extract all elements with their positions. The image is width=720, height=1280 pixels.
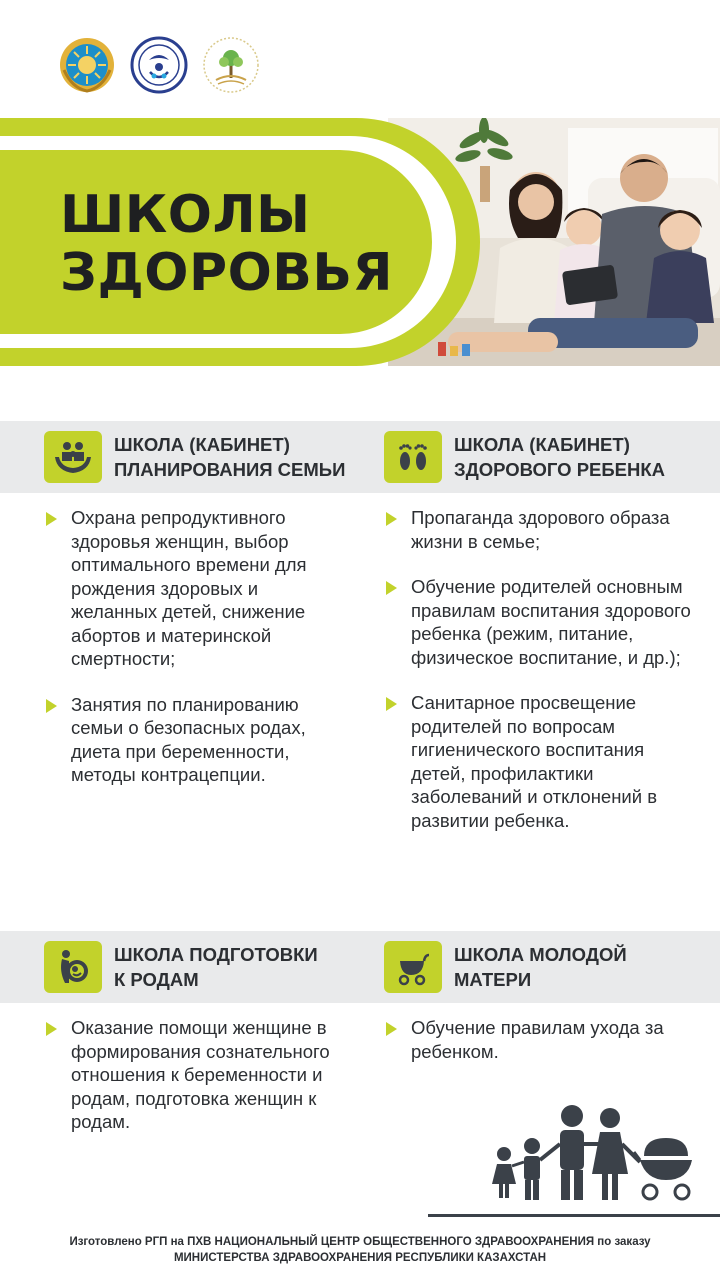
school-title [114,432,345,482]
school-title [454,432,665,482]
footer-divider [428,1214,720,1217]
bullet-arrow-icon [386,1022,397,1036]
bullet-arrow-icon [386,697,397,711]
list-item: Занятия по планированию семьи о безопасных родах, диета при беременности, методы контрацепции. [46,693,346,787]
bullet-arrow-icon [386,512,397,526]
school-title-line-1: ШКОЛА МОЛОДОЙ [454,944,627,965]
footer-line-2: МИНИСТЕРСТВА ЗДРАВООХРАНЕНИЯ РЕСПУБЛИКИ КАЗАХСТАН [173,1252,547,1264]
baby-stroller-icon [384,941,442,993]
school-healthy-child-list [386,506,696,854]
school-title-line-1: ШКОЛА (КАБИНЕТ) [454,434,630,455]
health-center-emblem-icon [130,36,188,94]
school-young-mother-header [384,941,627,993]
page-title [60,186,393,302]
school-title [114,942,318,992]
school-family-planning-header [44,431,345,483]
page-title-line-1: ШКОЛЫ [60,185,311,245]
list-item: Охрана репродуктивного здоровья женщин, выбор оптимального времени для рождения здоровых и желанных детей, снижение абортов и материнской смертности; [46,506,346,671]
school-title-line-1: ШКОЛА (КАБИНЕТ) [114,434,290,455]
kazakhstan-emblem-icon [58,36,116,94]
list-item: Обучение родителей основным правилам воспитания здорового ребенка (режим, питание, физическое воспитание, и др.); [386,575,696,669]
school-birth-prep-list [46,1016,356,1156]
logo-row [58,36,260,94]
footer-credit [0,1234,720,1266]
school-birth-prep-header [44,941,318,993]
school-family-planning-list [46,506,346,809]
bullet-arrow-icon [46,512,57,526]
list-item: Оказание помощи женщине в формирования сознательного отношения к беременности и родам, подготовка женщин к родам. [46,1016,356,1134]
school-title-line-1: ШКОЛА ПОДГОТОВКИ [114,944,318,965]
bullet-arrow-icon [386,581,397,595]
school-healthy-child-header [384,431,665,483]
family-hands-icon [44,431,102,483]
list-item: Санитарное просвещение родителей по вопросам гигиенического воспитания детей, профилактики заболеваний и отклонений в развитии ребенка. [386,691,696,832]
baby-feet-icon [384,431,442,483]
school-title-line-2: МАТЕРИ [454,969,532,990]
bullet-arrow-icon [46,1022,57,1036]
school-title-line-2: ПЛАНИРОВАНИЯ СЕМЬИ [114,459,346,480]
bullet-arrow-icon [46,699,57,713]
footer-line-1: Изготовлено РГП на ПХВ НАЦИОНАЛЬНЫЙ ЦЕНТР ОБЩЕСТВЕННОГО ЗДРАВООХРАНЕНИЯ по заказу [69,1236,651,1248]
school-title-line-2: ЗДОРОВОГО РЕБЕНКА [454,459,666,480]
healthy-lifestyle-emblem-icon [202,36,260,94]
pregnancy-icon [44,941,102,993]
page-title-line-2: ЗДОРОВЬЯ [60,243,394,303]
list-item: Обучение правилам ухода за ребенком. [386,1016,686,1063]
list-item: Пропаганда здорового образа жизни в семье; [386,506,696,553]
family-silhouette-icon [488,1104,698,1204]
school-title-line-2: К РОДАМ [114,969,199,990]
school-title [454,942,627,992]
school-young-mother-list [386,1016,686,1085]
